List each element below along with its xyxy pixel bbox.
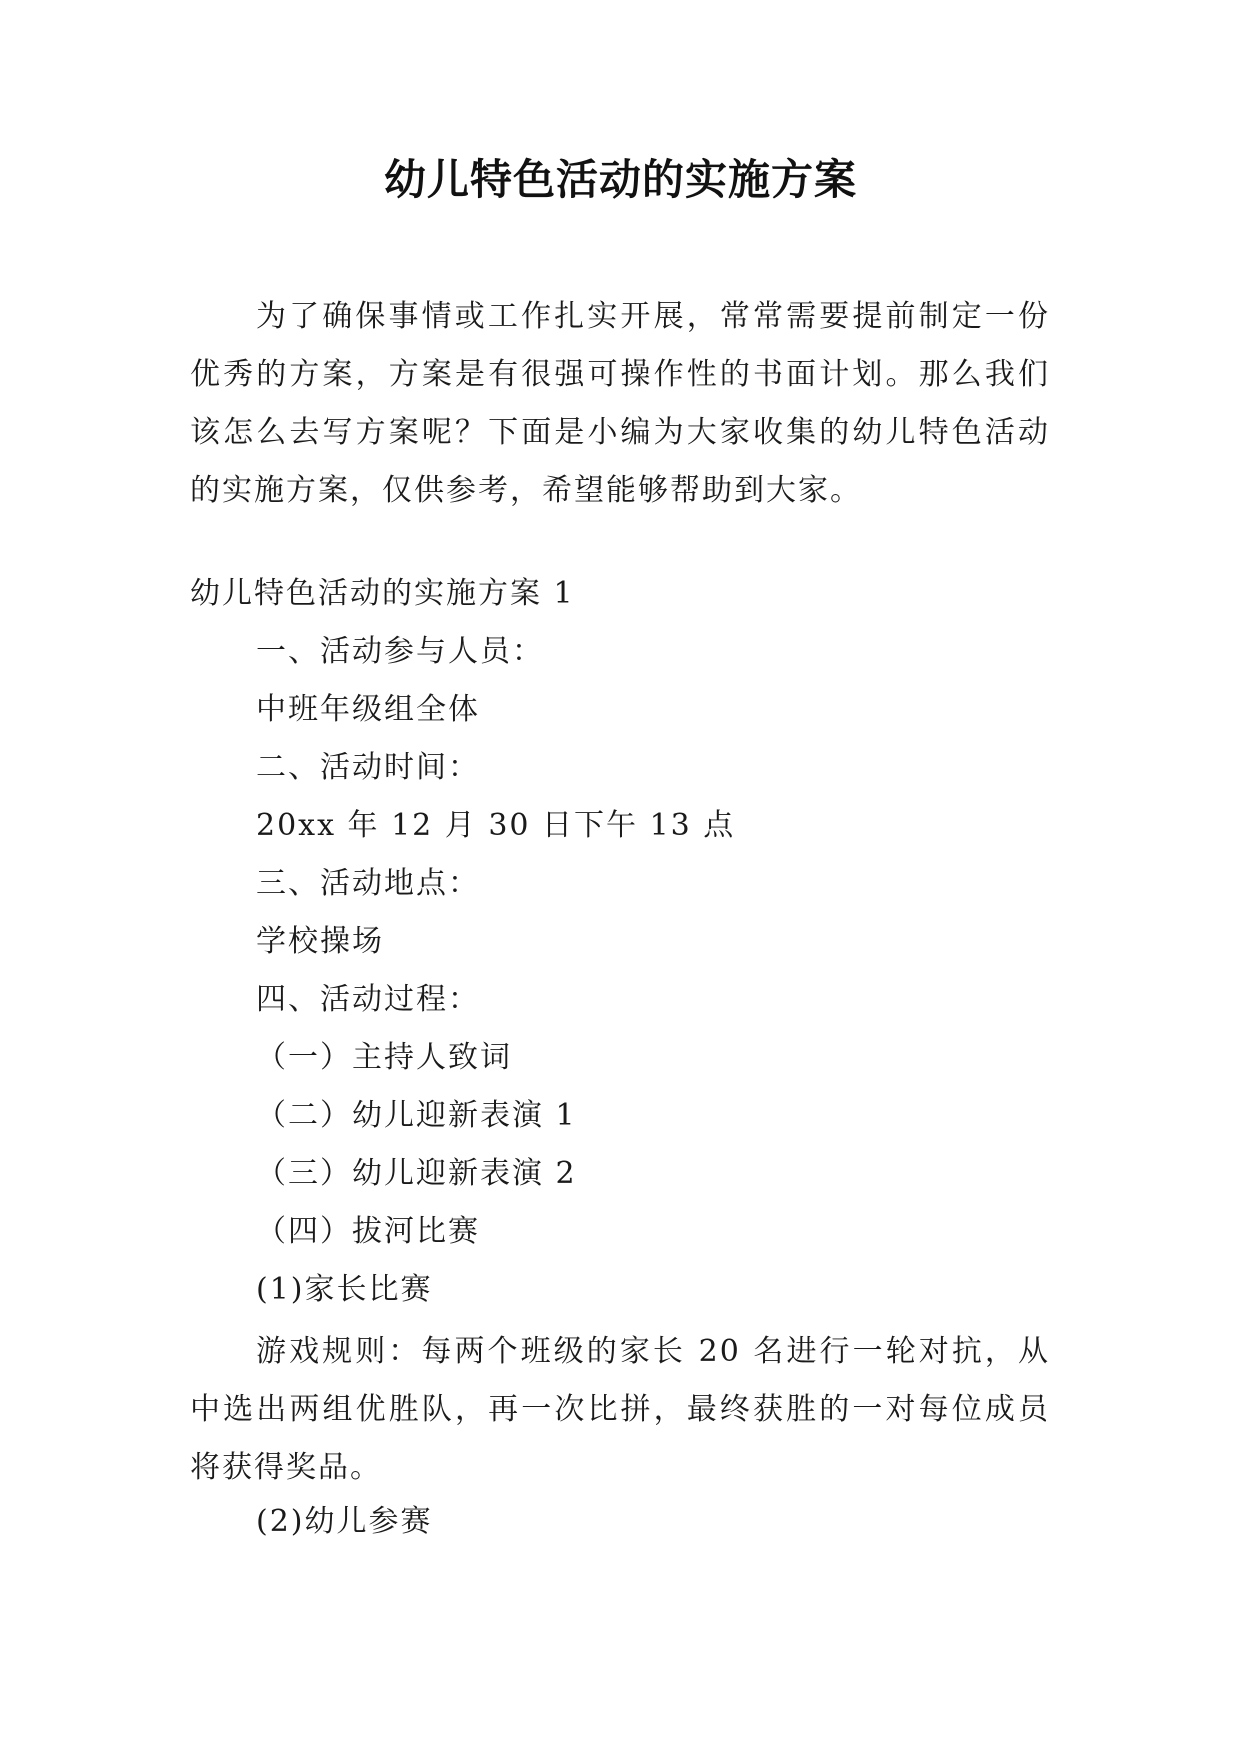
participants-heading: 一、活动参与人员： <box>256 634 544 669</box>
document-title: 幼儿特色活动的实施方案 <box>383 155 857 204</box>
process-step-2: （二）幼儿迎新表演 1 <box>256 1098 577 1133</box>
time-value: 20xx 年 12 月 30 日下午 13 点 <box>256 808 736 843</box>
process-step-1: （一）主持人致词 <box>256 1040 512 1075</box>
parent-match-item: (1)家长比赛 <box>256 1272 433 1307</box>
location-heading: 三、活动地点： <box>256 866 480 901</box>
section-heading: 幼儿特色活动的实施方案 1 <box>190 576 575 611</box>
process-step-3: （三）幼儿迎新表演 2 <box>256 1156 577 1191</box>
time-heading: 二、活动时间： <box>256 750 480 785</box>
process-step-4: （四）拔河比赛 <box>256 1214 480 1249</box>
location-value: 学校操场 <box>256 924 384 959</box>
child-match-item: (2)幼儿参赛 <box>256 1504 433 1539</box>
process-heading: 四、活动过程： <box>256 982 480 1017</box>
game-rules-paragraph: 游戏规则：每两个班级的家长 20 名进行一轮对抗，从中选出两组优胜队，再一次比拼，最终获胜的一对每位成员将获得奖品。 <box>190 1334 1050 1485</box>
intro-paragraph: 为了确保事情或工作扎实开展，常常需要提前制定一份优秀的方案，方案是有很强可操作性的书面计划。那么我们该怎么去写方案呢？下面是小编为大家收集的幼儿特色活动的实施方案，仅供参考，希望能够帮助到大家。 <box>190 299 1050 508</box>
participants-value: 中班年级组全体 <box>256 692 480 727</box>
